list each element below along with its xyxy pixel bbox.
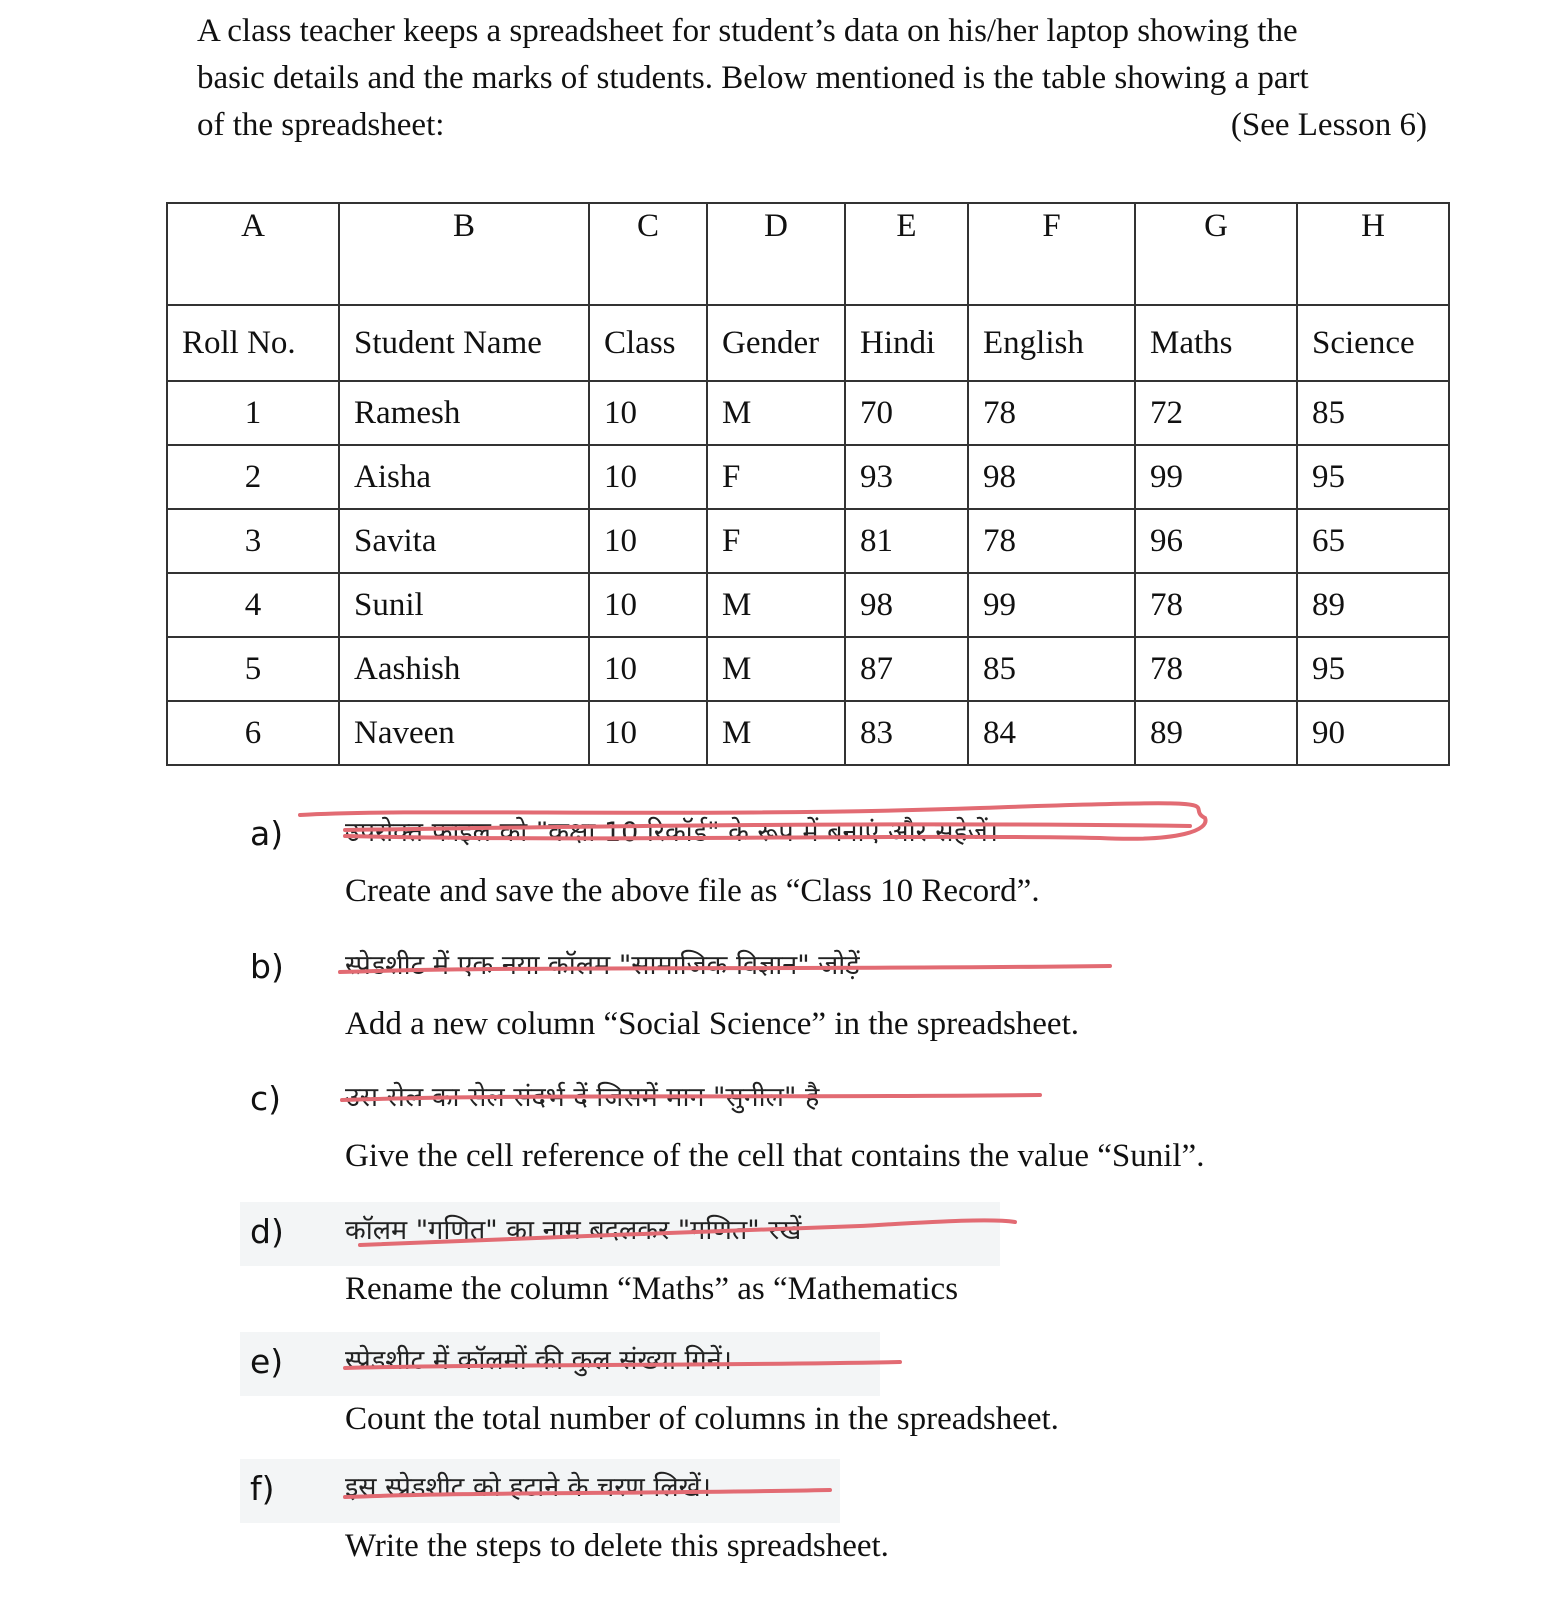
table-cell: 70	[845, 381, 968, 445]
table-cell: 78	[968, 381, 1135, 445]
table-cell: Naveen	[339, 701, 589, 765]
table-cell: 3	[167, 509, 339, 573]
question-hindi-text: उस सेल का सेल संदर्भ दें जिसमें मान "सुनील" है	[345, 1082, 820, 1113]
table-cell: 65	[1297, 509, 1449, 573]
table-cell: 78	[1135, 573, 1297, 637]
question-hindi-text: उपरोक्त फाइल को "कक्षा 10 रिकॉर्ड" के रूप में बनाएं और सहेजें।	[345, 817, 999, 848]
table-cell: 98	[845, 573, 968, 637]
table-cell: 10	[589, 701, 707, 765]
question-hindi-text: स्प्रेडशीट में कॉलमों की कुल संख्या गिनें।	[345, 1345, 732, 1376]
question-english-text: Add a new column “Social Science” in the spreadsheet.	[345, 1006, 1079, 1042]
table-cell: F	[707, 509, 845, 573]
table-cell: Ramesh	[339, 381, 589, 445]
table-cell: M	[707, 701, 845, 765]
table-cell: 96	[1135, 509, 1297, 573]
column-letter: C	[589, 203, 707, 305]
table-cell: M	[707, 381, 845, 445]
table-cell: Aisha	[339, 445, 589, 509]
table-cell: 78	[968, 509, 1135, 573]
header-cell: Gender	[707, 305, 845, 381]
question-label: d)	[250, 1212, 284, 1251]
question-english-text: Rename the column “Maths” as “Mathematics	[345, 1271, 959, 1307]
question-hindi-text: इस स्प्रेडशीट को हटाने के चरण लिखें।	[345, 1472, 711, 1503]
column-letter: D	[707, 203, 845, 305]
header-cell: Class	[589, 305, 707, 381]
table-cell: 5	[167, 637, 339, 701]
question-label: b)	[250, 947, 284, 986]
header-cell: Student Name	[339, 305, 589, 381]
lesson-reference: (See Lesson 6)	[1230, 107, 1427, 143]
table-cell: Sunil	[339, 573, 589, 637]
table-cell: 84	[968, 701, 1135, 765]
header-cell: Science	[1297, 305, 1449, 381]
table-cell: 95	[1297, 445, 1449, 509]
column-letter: E	[845, 203, 968, 305]
column-letter: H	[1297, 203, 1449, 305]
table-cell: 6	[167, 701, 339, 765]
question-label: f)	[250, 1469, 275, 1508]
table-cell: M	[707, 573, 845, 637]
intro-line-1: A class teacher keeps a spreadsheet for student’s data on his/her laptop showing the	[197, 13, 1298, 49]
question-label: e)	[250, 1342, 284, 1381]
table-cell: 1	[167, 381, 339, 445]
question-english-text: Write the steps to delete this spreadsheet.	[345, 1528, 889, 1564]
column-letter: A	[167, 203, 339, 305]
table-cell: 89	[1135, 701, 1297, 765]
question-label: c)	[250, 1079, 282, 1118]
intro-line-3-text: of the spreadsheet:	[197, 107, 445, 143]
table-cell: 72	[1135, 381, 1297, 445]
table-cell: 99	[1135, 445, 1297, 509]
table-cell: 10	[589, 573, 707, 637]
header-cell: Roll No.	[167, 305, 339, 381]
table-cell: 83	[845, 701, 968, 765]
intro-line-2: basic details and the marks of students. Below mentioned is the table showing a part	[197, 60, 1309, 96]
question-hindi-text: स्प्रेडशीट में एक नया कॉलम "सामाजिक विज्ञान" जोड़ें	[345, 950, 860, 981]
column-letter: G	[1135, 203, 1297, 305]
question-english-text: Create and save the above file as “Class 10 Record”.	[345, 873, 1040, 909]
table-cell: 99	[968, 573, 1135, 637]
header-cell: Maths	[1135, 305, 1297, 381]
table-cell: Savita	[339, 509, 589, 573]
table-cell: 87	[845, 637, 968, 701]
question-label: a)	[250, 814, 284, 853]
table-cell: Aashish	[339, 637, 589, 701]
table-cell: 2	[167, 445, 339, 509]
question-english-text: Count the total number of columns in the spreadsheet.	[345, 1401, 1059, 1437]
table-cell: 85	[968, 637, 1135, 701]
table-cell: 81	[845, 509, 968, 573]
table-cell: 4	[167, 573, 339, 637]
table-cell: 10	[589, 509, 707, 573]
table-cell: 10	[589, 637, 707, 701]
header-cell: English	[968, 305, 1135, 381]
question-english-text: Give the cell reference of the cell that contains the value “Sunil”.	[345, 1138, 1205, 1174]
table-cell: 78	[1135, 637, 1297, 701]
column-letter: B	[339, 203, 589, 305]
question-hindi-text: कॉलम "गणित" का नाम बदलकर "गणित" रखें	[345, 1215, 802, 1246]
table-cell: 90	[1297, 701, 1449, 765]
table-cell: F	[707, 445, 845, 509]
table-cell: 10	[589, 381, 707, 445]
table-cell: 10	[589, 445, 707, 509]
table-cell: 93	[845, 445, 968, 509]
table-cell: 98	[968, 445, 1135, 509]
table-cell: M	[707, 637, 845, 701]
table-cell: 85	[1297, 381, 1449, 445]
column-letter: F	[968, 203, 1135, 305]
table-cell: 95	[1297, 637, 1449, 701]
table-cell: 89	[1297, 573, 1449, 637]
header-cell: Hindi	[845, 305, 968, 381]
